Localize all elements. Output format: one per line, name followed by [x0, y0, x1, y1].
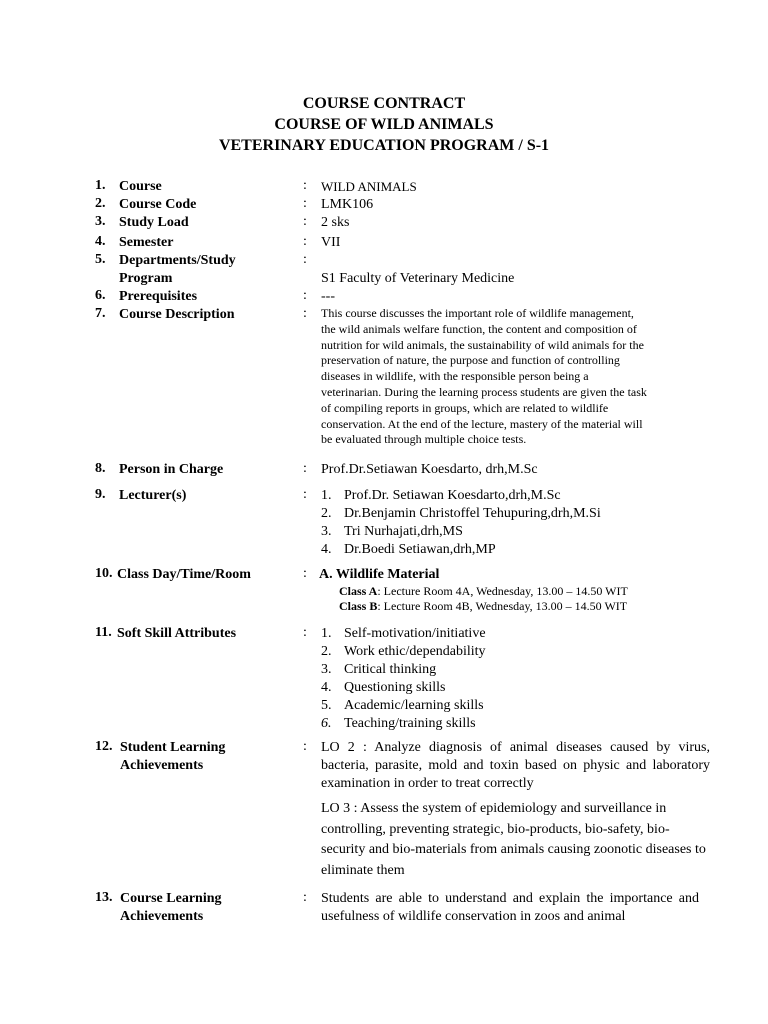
list-text: Academic/learning skills	[344, 698, 484, 713]
item-label: Prerequisites	[119, 289, 198, 304]
item-label: Departments/Study	[119, 253, 236, 268]
list-number: 1.	[321, 626, 332, 641]
description-line: be evaluated through multiple choice tests.	[321, 432, 527, 447]
class-a-schedule	[319, 584, 709, 599]
description-text	[321, 306, 711, 448]
item-label-cont: Achievements	[120, 758, 204, 773]
item-number: 12.	[95, 739, 113, 754]
colon: :	[303, 566, 307, 581]
colon: :	[303, 252, 307, 267]
item-number: 5.	[95, 252, 106, 267]
item-value: S1 Faculty of Veterinary Medicine	[321, 271, 515, 286]
list-number: 2.	[321, 644, 332, 659]
colon: :	[303, 214, 307, 229]
list-text: Work ethic/dependability	[344, 644, 486, 659]
list-number: 4.	[321, 542, 332, 557]
description-line: conservation. At the end of the lecture, mastery of the material will	[321, 416, 643, 431]
description-line: diseases in wildlife, with the responsible person being a	[321, 369, 589, 384]
lo3-text: LO 3 : Assess the system of epidemiology and surveillance in controlling, preventing strategic, bio-products, bio-safety, bio-security and bio-materials from animals causing zoonotic diseases to eliminate them	[321, 801, 706, 878]
item-number: 11.	[95, 625, 112, 640]
doc-title-3: VETERINARY EDUCATION PROGRAM / S-1	[218, 137, 550, 154]
class-a-label: Class A	[339, 584, 378, 598]
item-label: Person in Charge	[119, 462, 224, 477]
item-value: Prof.Dr.Setiawan Koesdarto, drh,M.Sc	[321, 462, 538, 477]
list-text: Teaching/training skills	[344, 716, 476, 731]
colon: :	[303, 196, 307, 211]
item-number: 8.	[95, 461, 106, 476]
description-line: the wild animals welfare function, the content and composition of	[321, 321, 637, 336]
list-number: 5.	[321, 698, 332, 713]
item-label: Class Day/Time/Room	[117, 567, 251, 582]
list-number: 3.	[321, 662, 332, 677]
item-value: 2 sks	[321, 215, 350, 230]
item-number: 2.	[95, 196, 106, 211]
colon: :	[303, 739, 307, 754]
description-line: This course discusses the important role of wildlife management,	[321, 306, 634, 320]
doc-title-1: COURSE CONTRACT	[302, 95, 466, 112]
item-label: Course Code	[119, 197, 197, 212]
colon: :	[303, 288, 307, 303]
item-value: WILD ANIMALS	[321, 179, 417, 194]
list-text: Prof.Dr. Setiawan Koesdarto,drh,M.Sc	[344, 488, 561, 503]
lo2-text: LO 2 : Analyze diagnosis of animal diseases caused by virus, bacteria, parasite, mold and toxin based on physic and laboratory examination in order to treat correctly	[321, 740, 710, 791]
colon: :	[303, 625, 307, 640]
colon: :	[303, 306, 307, 321]
list-number: 4.	[321, 680, 332, 695]
colon: :	[303, 890, 307, 905]
colon: :	[303, 234, 307, 249]
description-line: nutrition for wild animals, the sustainability of wild animals for the	[321, 337, 644, 352]
list-text: Self-motivation/initiative	[344, 626, 486, 641]
list-text: Tri Nurhajati,drh,MS	[344, 524, 463, 539]
list-number: 6.	[321, 716, 332, 731]
item-number: 10.	[95, 566, 113, 581]
item-number: 4.	[95, 234, 106, 249]
list-text: Dr.Boedi Setiawan,drh,MP	[344, 542, 496, 557]
item-number: 7.	[95, 306, 106, 321]
list-number: 3.	[321, 524, 332, 539]
item-label-cont: Achievements	[120, 909, 204, 924]
class-b-value: : Lecture Room 4B, Wednesday, 13.00 – 14.50 WIT	[377, 599, 628, 613]
class-b-label: Class B	[339, 599, 378, 613]
class-a-value: : Lecture Room 4A, Wednesday, 13.00 – 14.50 WIT	[377, 584, 628, 598]
item-label: Semester	[119, 235, 174, 250]
item-label-cont: Program	[119, 271, 173, 286]
item-number: 13.	[95, 890, 113, 905]
list-number: 1.	[321, 488, 332, 503]
item-number: 1.	[95, 178, 106, 193]
description-line: preservation of nature, the purpose and function of controlling	[321, 353, 620, 368]
item-value: VII	[321, 235, 341, 250]
item-value: LMK106	[321, 197, 374, 212]
item-value: ---	[321, 289, 335, 304]
item-label: Course	[119, 179, 162, 194]
doc-title-2: COURSE OF WILD ANIMALS	[274, 116, 494, 133]
class-schedule	[319, 566, 709, 614]
material-heading: A. Wildlife Material	[319, 567, 440, 582]
list-text: Critical thinking	[344, 662, 437, 677]
colon: :	[303, 178, 307, 193]
description-line: of compiling reports in groups, which are related to wildlife	[321, 400, 609, 415]
item-number: 3.	[95, 214, 106, 229]
item-label: Course Learning	[120, 891, 222, 906]
list-number: 2.	[321, 506, 332, 521]
list-text: Dr.Benjamin Christoffel Tehupuring,drh,M.Si	[344, 506, 601, 521]
colon: :	[303, 461, 307, 476]
item-label: Study Load	[119, 215, 189, 230]
item-number: 9.	[95, 487, 106, 502]
colon: :	[303, 487, 307, 502]
item-number: 6.	[95, 288, 106, 303]
course-learning-text: Students are able to understand and explain the importance and usefulness of wildlife conservation in zoos and animal	[321, 891, 699, 924]
item-label: Student Learning	[120, 740, 226, 755]
class-b-schedule	[319, 599, 709, 614]
item-label: Lecturer(s)	[119, 488, 187, 503]
list-text: Questioning skills	[344, 680, 446, 695]
item-label: Course Description	[119, 307, 235, 322]
item-label: Soft Skill Attributes	[117, 626, 237, 641]
description-line: veterinarian. During the learning process students are given the task	[321, 384, 647, 399]
